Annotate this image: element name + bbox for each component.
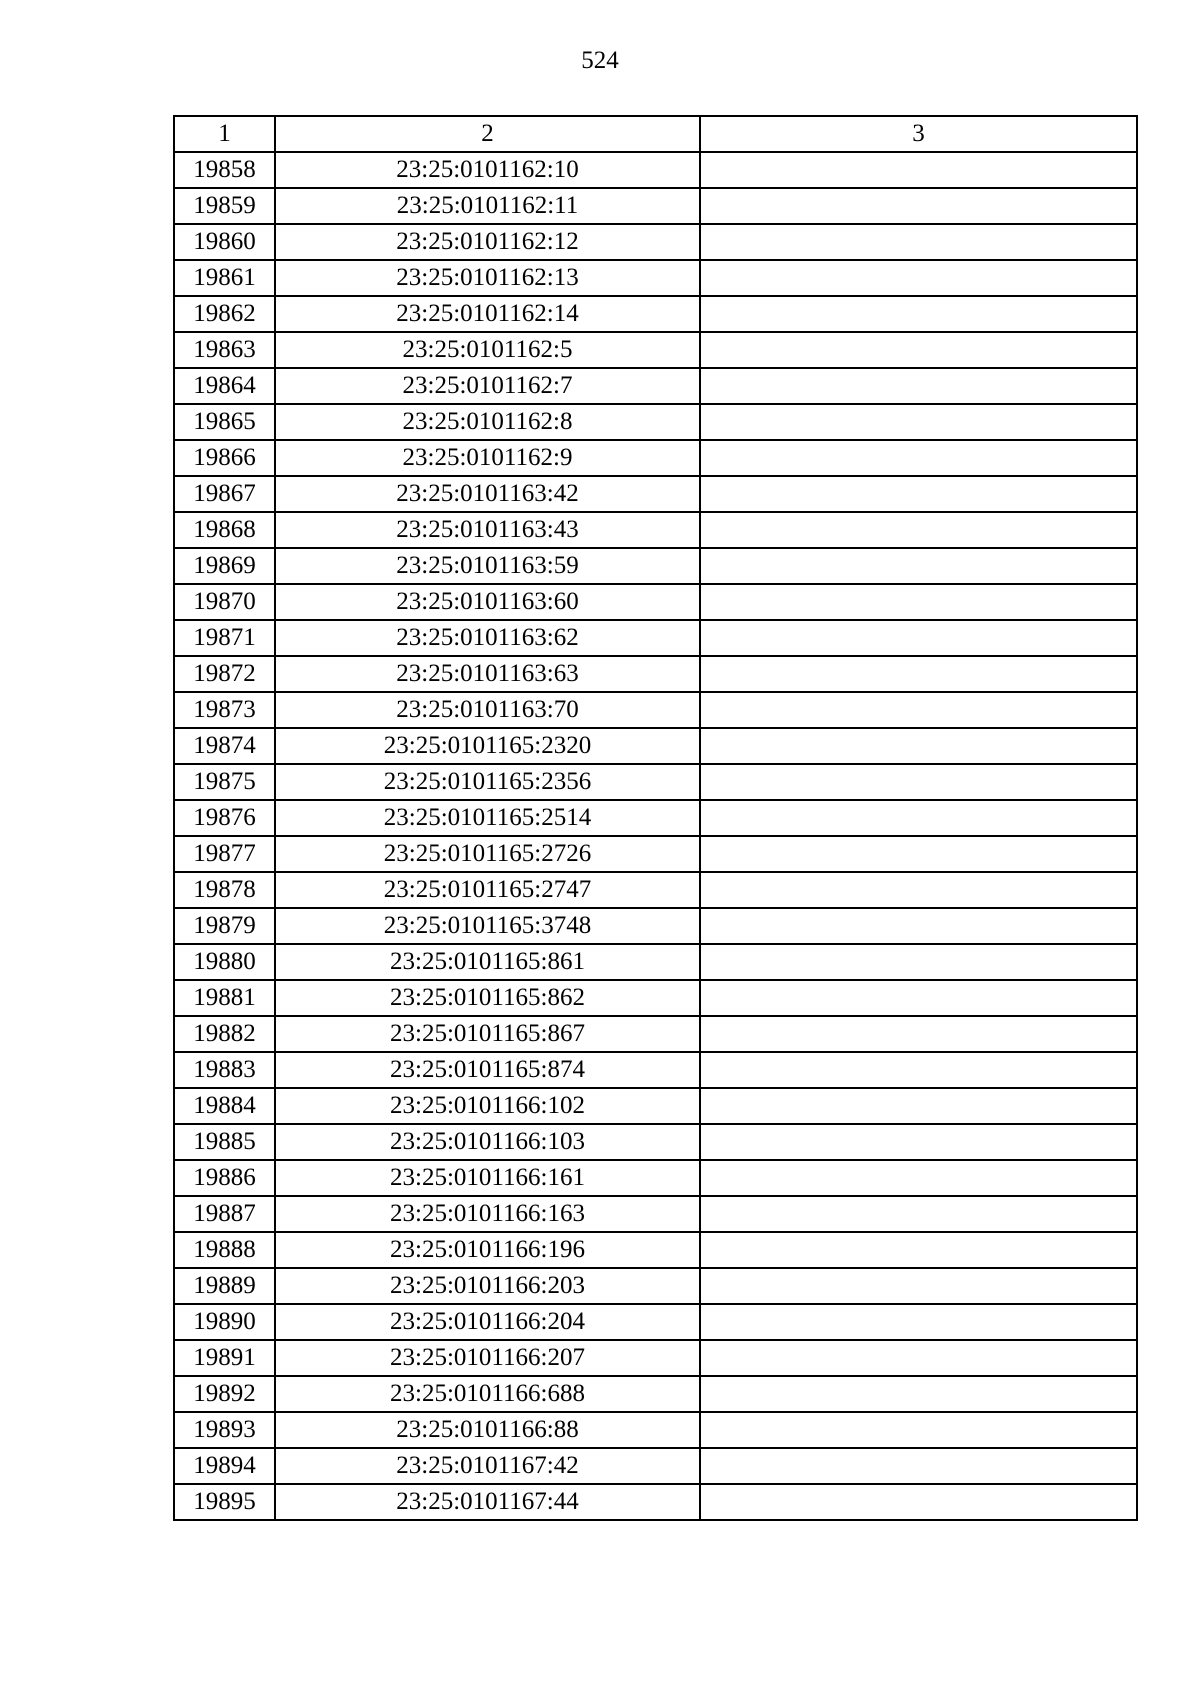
cadastral-number-cell: 23:25:0101162:7 [275,368,700,404]
cadastral-number-cell: 23:25:0101163:62 [275,620,700,656]
cadastral-number-cell: 23:25:0101165:874 [275,1052,700,1088]
row-number-cell: 19888 [174,1232,275,1268]
note-cell [700,548,1137,584]
note-cell [700,1268,1137,1304]
cadastral-number-cell: 23:25:0101166:688 [275,1376,700,1412]
table-row [174,764,1137,800]
column-header-3: 3 [700,116,1137,152]
row-number-cell: 19872 [174,656,275,692]
table-row [174,1232,1137,1268]
cadastral-number-cell: 23:25:0101166:196 [275,1232,700,1268]
row-number-cell: 19860 [174,224,275,260]
table-row [174,1376,1137,1412]
cadastral-number-cell: 23:25:0101166:207 [275,1340,700,1376]
cadastral-number-cell: 23:25:0101163:43 [275,512,700,548]
table-row [174,368,1137,404]
table-row [174,908,1137,944]
row-number-cell: 19895 [174,1484,275,1520]
row-number-cell: 19868 [174,512,275,548]
note-cell [700,1412,1137,1448]
column-header-1: 1 [174,116,275,152]
note-cell [700,404,1137,440]
cadastral-number-cell: 23:25:0101162:5 [275,332,700,368]
row-number-cell: 19874 [174,728,275,764]
note-cell [700,1340,1137,1376]
note-cell [700,800,1137,836]
note-cell [700,692,1137,728]
table-row [174,1448,1137,1484]
note-cell [700,260,1137,296]
table-row [174,692,1137,728]
note-cell [700,188,1137,224]
cadastral-number-cell: 23:25:0101165:2320 [275,728,700,764]
table-row [174,728,1137,764]
table-row [174,1340,1137,1376]
table-row [174,224,1137,260]
row-number-cell: 19890 [174,1304,275,1340]
table-row [174,944,1137,980]
row-number-cell: 19859 [174,188,275,224]
table-row [174,1124,1137,1160]
row-number-cell: 19892 [174,1376,275,1412]
cadastral-number-cell: 23:25:0101165:2726 [275,836,700,872]
note-cell [700,656,1137,692]
note-cell [700,476,1137,512]
note-cell [700,764,1137,800]
note-cell [700,1196,1137,1232]
cadastral-number-cell: 23:25:0101163:60 [275,584,700,620]
note-cell [700,440,1137,476]
table-row [174,188,1137,224]
table-row [174,1016,1137,1052]
row-number-cell: 19869 [174,548,275,584]
table-row [174,152,1137,188]
table-row [174,332,1137,368]
cadastral-number-cell: 23:25:0101162:12 [275,224,700,260]
row-number-cell: 19861 [174,260,275,296]
table-row [174,980,1137,1016]
row-number-cell: 19882 [174,1016,275,1052]
cadastral-number-cell: 23:25:0101163:42 [275,476,700,512]
cadastral-number-cell: 23:25:0101163:63 [275,656,700,692]
cadastral-number-cell: 23:25:0101166:163 [275,1196,700,1232]
cadastral-number-cell: 23:25:0101165:862 [275,980,700,1016]
cadastral-number-cell: 23:25:0101165:2514 [275,800,700,836]
cadastral-number-cell: 23:25:0101166:161 [275,1160,700,1196]
cadastral-number-cell: 23:25:0101166:103 [275,1124,700,1160]
cadastral-number-cell: 23:25:0101162:14 [275,296,700,332]
note-cell [700,1484,1137,1520]
note-cell [700,1304,1137,1340]
row-number-cell: 19877 [174,836,275,872]
note-cell [700,1448,1137,1484]
row-number-cell: 19864 [174,368,275,404]
table-row [174,620,1137,656]
header-row [174,116,1137,152]
cadastral-number-cell: 23:25:0101165:2747 [275,872,700,908]
row-number-cell: 19876 [174,800,275,836]
page-number: 524 [581,47,619,74]
table-row [174,476,1137,512]
table-row [174,1412,1137,1448]
table-row [174,800,1137,836]
table-row [174,260,1137,296]
note-cell [700,152,1137,188]
row-number-cell: 19875 [174,764,275,800]
table-row [174,872,1137,908]
note-cell [700,1160,1137,1196]
note-cell [700,332,1137,368]
cadastral-number-cell: 23:25:0101165:867 [275,1016,700,1052]
note-cell [700,728,1137,764]
row-number-cell: 19865 [174,404,275,440]
table-row [174,404,1137,440]
note-cell [700,1376,1137,1412]
table-row [174,836,1137,872]
table-row [174,1160,1137,1196]
note-cell [700,1232,1137,1268]
column-header-2: 2 [275,116,700,152]
table-row [174,1088,1137,1124]
row-number-cell: 19866 [174,440,275,476]
table-header [174,116,1137,152]
cadastral-number-cell: 23:25:0101165:861 [275,944,700,980]
cadastral-number-cell: 23:25:0101165:2356 [275,764,700,800]
note-cell [700,584,1137,620]
note-cell [700,872,1137,908]
note-cell [700,980,1137,1016]
cadastral-number-cell: 23:25:0101162:13 [275,260,700,296]
table-row [174,1196,1137,1232]
note-cell [700,1088,1137,1124]
note-cell [700,1124,1137,1160]
register-table [173,115,1138,1521]
table-row [174,656,1137,692]
cadastral-number-cell: 23:25:0101167:44 [275,1484,700,1520]
cadastral-number-cell: 23:25:0101163:59 [275,548,700,584]
row-number-cell: 19873 [174,692,275,728]
row-number-cell: 19862 [174,296,275,332]
table-row [174,512,1137,548]
cadastral-number-cell: 23:25:0101162:11 [275,188,700,224]
table-row [174,1484,1137,1520]
row-number-cell: 19884 [174,1088,275,1124]
cadastral-number-cell: 23:25:0101166:203 [275,1268,700,1304]
row-number-cell: 19858 [174,152,275,188]
row-number-cell: 19886 [174,1160,275,1196]
row-number-cell: 19870 [174,584,275,620]
note-cell [700,1016,1137,1052]
cadastral-number-cell: 23:25:0101162:9 [275,440,700,476]
cadastral-number-cell: 23:25:0101166:88 [275,1412,700,1448]
row-number-cell: 19883 [174,1052,275,1088]
table-row [174,440,1137,476]
note-cell [700,224,1137,260]
cadastral-number-cell: 23:25:0101165:3748 [275,908,700,944]
table-row [174,296,1137,332]
table-row [174,1052,1137,1088]
cadastral-number-cell: 23:25:0101163:70 [275,692,700,728]
note-cell [700,368,1137,404]
table-row [174,584,1137,620]
note-cell [700,620,1137,656]
row-number-cell: 19885 [174,1124,275,1160]
row-number-cell: 19880 [174,944,275,980]
row-number-cell: 19879 [174,908,275,944]
row-number-cell: 19891 [174,1340,275,1376]
row-number-cell: 19893 [174,1412,275,1448]
cadastral-number-cell: 23:25:0101167:42 [275,1448,700,1484]
row-number-cell: 19894 [174,1448,275,1484]
cadastral-number-cell: 23:25:0101162:10 [275,152,700,188]
note-cell [700,1052,1137,1088]
table-row [174,1304,1137,1340]
note-cell [700,836,1137,872]
row-number-cell: 19889 [174,1268,275,1304]
cadastral-number-cell: 23:25:0101166:204 [275,1304,700,1340]
cadastral-number-cell: 23:25:0101162:8 [275,404,700,440]
table-body [174,152,1137,1520]
table-row [174,1268,1137,1304]
note-cell [700,944,1137,980]
note-cell [700,512,1137,548]
note-cell [700,908,1137,944]
note-cell [700,296,1137,332]
row-number-cell: 19867 [174,476,275,512]
row-number-cell: 19863 [174,332,275,368]
row-number-cell: 19887 [174,1196,275,1232]
table-row [174,548,1137,584]
row-number-cell: 19871 [174,620,275,656]
row-number-cell: 19881 [174,980,275,1016]
row-number-cell: 19878 [174,872,275,908]
cadastral-number-cell: 23:25:0101166:102 [275,1088,700,1124]
